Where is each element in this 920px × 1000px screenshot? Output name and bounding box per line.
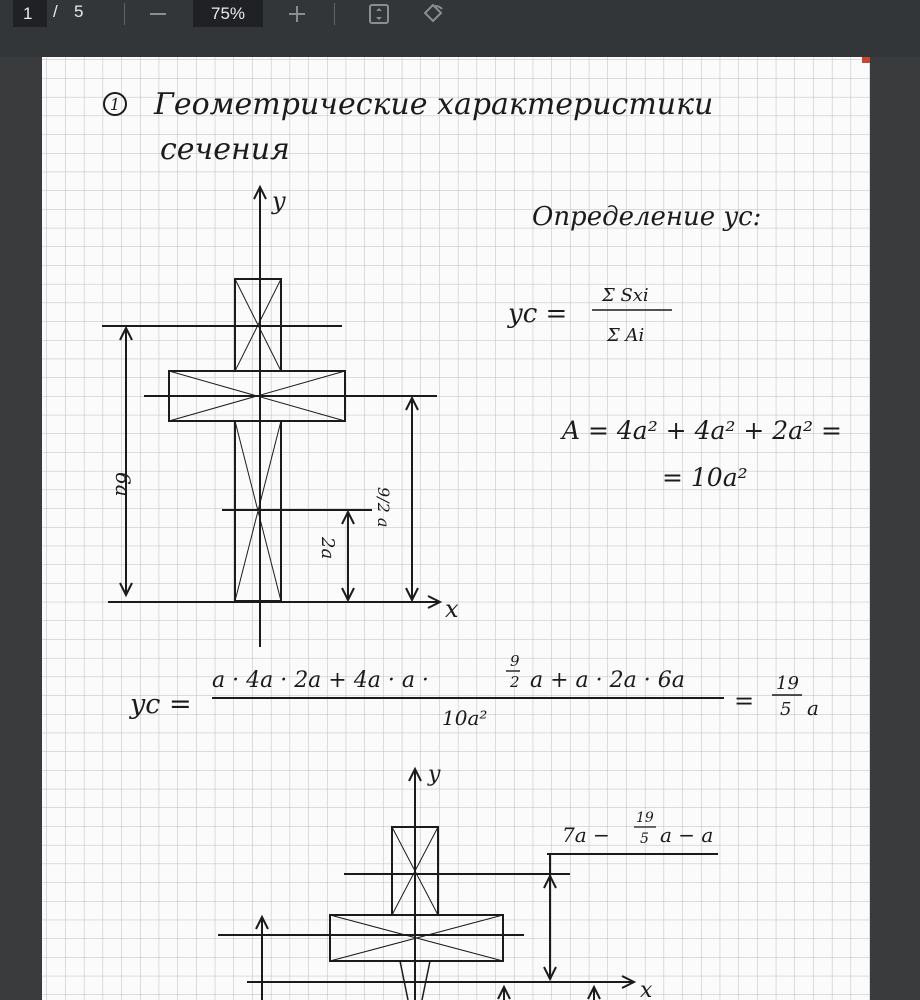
dim-6a: 6a	[111, 472, 135, 497]
fit-page-button[interactable]	[366, 0, 392, 27]
toolbar-divider	[124, 3, 125, 25]
pdf-toolbar	[0, 0, 920, 57]
zoom-in-button[interactable]	[285, 0, 309, 27]
result-denominator: 5	[780, 699, 792, 720]
title-line-1: Геометрические характеристики	[154, 87, 714, 122]
formula-numerator-2: a + a · 2a · 6a	[530, 668, 685, 693]
dim2-frac-num: 19	[636, 810, 654, 826]
yc-numerator: Σ Sxi	[602, 285, 649, 306]
axis-y-label-2: y	[428, 762, 441, 787]
axis-y-label-1: y	[272, 187, 286, 215]
yc-heading: Определение yc:	[532, 202, 762, 232]
yc-label: yc =	[508, 299, 568, 329]
formula-numerator-1: a · 4a · 2a + 4a · a ·	[212, 668, 429, 693]
plus-icon	[288, 5, 306, 23]
page-separator: /	[53, 2, 58, 21]
axis-x-label-1: x	[445, 595, 459, 623]
area-line-2: = 10a²	[662, 463, 748, 492]
pdf-page	[42, 57, 870, 1000]
result-variable: a	[807, 696, 819, 720]
minus-icon	[149, 5, 167, 23]
rotate-icon	[421, 2, 445, 26]
zoom-out-button[interactable]	[146, 0, 170, 27]
fit-page-icon	[368, 3, 390, 25]
formula-lhs: yc =	[130, 689, 192, 720]
rotate-button[interactable]	[420, 0, 446, 27]
axis-x-label-2: x	[640, 978, 653, 1000]
dim-9-2a: 9/2 a	[374, 487, 393, 528]
title-line-2: сечения	[160, 132, 290, 167]
dim2-frac-den: 5	[640, 831, 649, 847]
zoom-input[interactable]: 75%	[193, 0, 263, 27]
formula-frac-den: 2	[510, 673, 520, 691]
formula-denominator: 10a²	[442, 706, 488, 730]
total-pages: 5	[74, 2, 84, 21]
toolbar-divider	[334, 3, 335, 25]
dim2-prefix: 7a −	[562, 823, 610, 847]
notebook-page	[42, 57, 870, 1000]
formula-equals: =	[734, 687, 755, 715]
yc-denominator: Σ Ai	[607, 325, 645, 346]
dim-2a: 2a	[317, 537, 338, 560]
dim2-suffix: a − a	[660, 823, 714, 847]
result-numerator: 19	[776, 673, 799, 694]
title-number: 1	[109, 95, 121, 114]
area-line-1: A = 4a² + 4a² + 2a² =	[562, 416, 842, 445]
formula-frac-num: 9	[510, 652, 520, 670]
page-number-input[interactable]: 1	[13, 0, 47, 27]
